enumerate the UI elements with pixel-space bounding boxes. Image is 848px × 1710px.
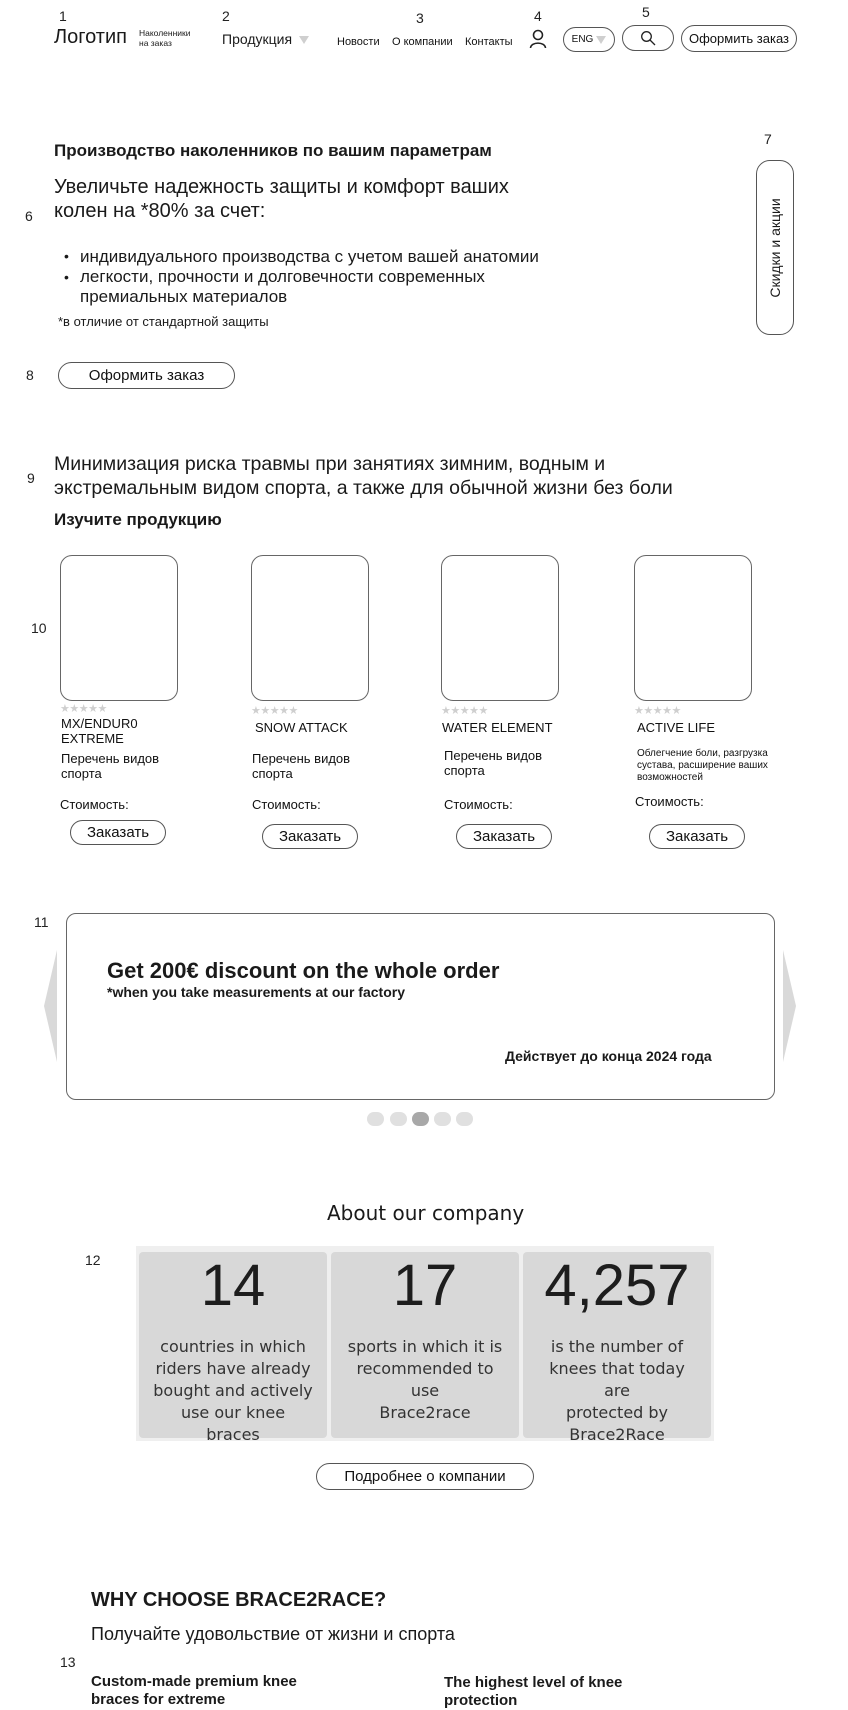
logo-subtitle: Наколенники на заказ xyxy=(139,28,191,48)
product-description: Перечень видов спорта xyxy=(61,751,160,781)
stat-description: countries in which riders have already bought and actively use our knee braces xyxy=(153,1337,313,1444)
stat-number: 14 xyxy=(200,1253,266,1318)
carousel-prev-arrow-icon[interactable] xyxy=(44,950,58,1062)
logo[interactable]: Логотип xyxy=(54,26,127,48)
stat-card xyxy=(523,1252,711,1444)
promo-subtitle: *when you take measurements at our factory xyxy=(107,984,405,1000)
nav-news[interactable]: Новости xyxy=(337,36,380,48)
search-button[interactable] xyxy=(622,25,674,51)
carousel-dot[interactable] xyxy=(367,1112,384,1126)
annotation-5: 5 xyxy=(642,4,650,20)
hero-footnote: *в отличие от стандартной защиты xyxy=(58,314,269,329)
nav-about[interactable]: О компании xyxy=(392,36,453,48)
stat-number: 17 xyxy=(392,1253,458,1318)
products-menu[interactable]: Продукция xyxy=(222,31,293,47)
why-feature-2: The highest level of knee protection xyxy=(444,1674,623,1709)
product-description: Перечень видов спорта xyxy=(444,748,543,778)
rating-stars[interactable]: ★★★★★ xyxy=(60,703,107,715)
product-image[interactable] xyxy=(60,555,178,701)
product-description: Облегчение боли, разгрузка сустава, расширение ваших возможностей xyxy=(637,748,768,783)
side-tab-promotions[interactable] xyxy=(756,160,794,335)
product-image[interactable] xyxy=(634,555,752,701)
product-price: Стоимость: xyxy=(635,794,704,809)
rating-stars[interactable]: ★★★★★ xyxy=(251,705,298,717)
chevron-down-icon[interactable] xyxy=(298,35,310,45)
why-feature-1: Custom-made premium knee braces for extreme xyxy=(91,1673,297,1708)
annotation-12: 12 xyxy=(85,1252,101,1268)
annotation-8: 8 xyxy=(26,367,34,383)
annotation-10: 10 xyxy=(31,620,47,636)
product-description: Перечень видов спорта xyxy=(252,751,351,781)
product-order-button[interactable]: Заказать xyxy=(262,824,358,849)
promo-banner[interactable] xyxy=(66,913,775,1100)
header xyxy=(0,0,848,60)
hero-bullet-1: индивидуального производства с учетом вашей анатомии xyxy=(80,247,539,266)
annotation-6: 6 xyxy=(25,208,33,224)
product-name[interactable]: MX/ENDUR0 EXTREME xyxy=(61,716,138,746)
product-image[interactable] xyxy=(251,555,369,701)
carousel-dot[interactable] xyxy=(434,1112,451,1126)
user-icon[interactable] xyxy=(529,29,547,49)
bullet-dot: • xyxy=(64,248,69,264)
side-tab-label: Скидки и акции xyxy=(767,197,783,298)
stat-card xyxy=(331,1252,519,1438)
product-price: Стоимость: xyxy=(252,797,321,812)
annotation-9: 9 xyxy=(27,470,35,486)
annotation-1: 1 xyxy=(59,8,67,24)
lang-chevron-icon xyxy=(596,35,606,44)
product-price: Стоимость: xyxy=(444,797,513,812)
search-icon xyxy=(640,30,656,46)
about-more-button[interactable]: Подробнее о компании xyxy=(316,1463,534,1490)
stat-card xyxy=(139,1252,327,1444)
rating-stars[interactable]: ★★★★★ xyxy=(441,705,488,717)
carousel-dot[interactable] xyxy=(456,1112,473,1126)
products-intro: Минимизация риска травмы при занятиях зимним, водным и экстремальным видом спорта, а также для обычной жизни без боли xyxy=(54,453,673,499)
carousel-dot-active[interactable] xyxy=(412,1112,429,1126)
product-image[interactable] xyxy=(441,555,559,701)
why-title: WHY CHOOSE BRACE2RACE? xyxy=(91,1589,387,1611)
carousel-dot[interactable] xyxy=(390,1112,407,1126)
hero-order-button[interactable]: Оформить заказ xyxy=(58,362,235,389)
product-name[interactable]: SNOW ATTACK xyxy=(255,720,348,735)
bullet-dot: • xyxy=(64,269,69,285)
hero-lead: Увеличьте надежность защиты и комфорт ваших колен на *80% за счет: xyxy=(54,176,509,222)
language-selector[interactable]: ENG xyxy=(563,27,615,52)
stat-description: sports in which it is recommended to use Brace2race xyxy=(347,1337,503,1422)
why-subtitle: Получайте удовольствие от жизни и спорта xyxy=(91,1624,455,1644)
carousel-next-arrow-icon[interactable] xyxy=(782,950,796,1062)
product-order-button[interactable]: Заказать xyxy=(70,820,166,845)
rating-stars[interactable]: ★★★★★ xyxy=(634,705,681,717)
promo-title: Get 200€ discount on the whole order xyxy=(107,958,500,983)
nav-contacts[interactable]: Контакты xyxy=(465,36,513,48)
product-order-button[interactable]: Заказать xyxy=(649,824,745,849)
annotation-2: 2 xyxy=(222,8,230,24)
header-order-button[interactable]: Оформить заказ xyxy=(681,25,797,52)
annotation-3: 3 xyxy=(416,10,424,26)
about-title: About our company xyxy=(327,1201,525,1225)
product-price: Стоимость: xyxy=(60,797,129,812)
annotation-7: 7 xyxy=(764,131,772,147)
products-heading: Изучите продукцию xyxy=(54,510,222,529)
product-name[interactable]: WATER ELEMENT xyxy=(442,720,553,735)
stat-number: 4,257 xyxy=(544,1253,690,1318)
stat-description: is the number of knees that today are protected by Brace2Race xyxy=(549,1337,685,1444)
product-order-button[interactable]: Заказать xyxy=(456,824,552,849)
annotation-11: 11 xyxy=(34,914,49,930)
product-name[interactable]: ACTIVE LIFE xyxy=(637,720,716,735)
hero-bullet-2: легкости, прочности и долговечности современных премиальных материалов xyxy=(80,267,485,306)
promo-validity: Действует до конца 2024 года xyxy=(505,1048,712,1064)
annotation-4: 4 xyxy=(534,8,542,24)
annotation-13: 13 xyxy=(60,1654,76,1670)
hero-heading: Производство наколенников по вашим параметрам xyxy=(54,141,492,160)
